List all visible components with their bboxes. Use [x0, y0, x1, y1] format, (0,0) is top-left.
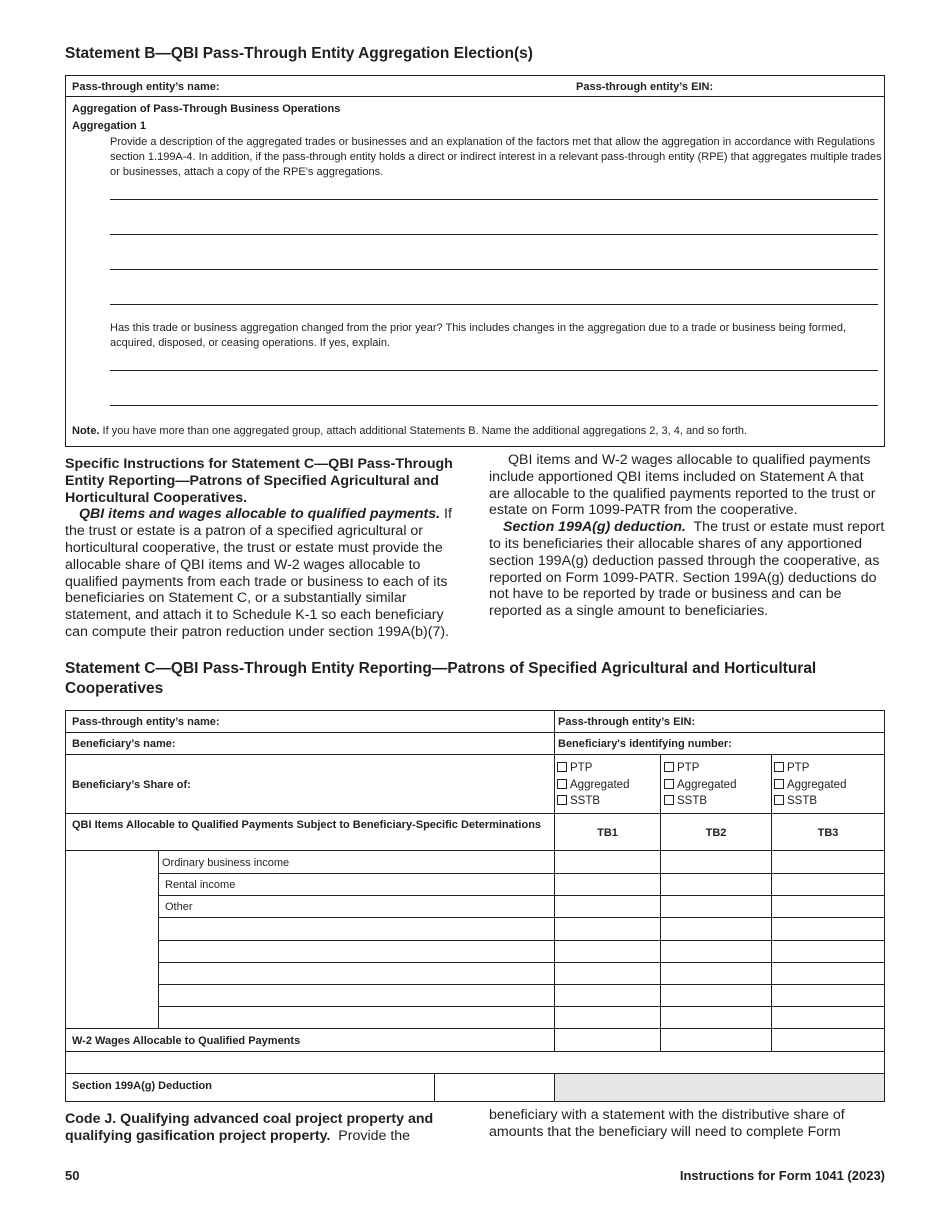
statement-b-title: Statement B—QBI Pass-Through Entity Aggregation Election(s) — [65, 45, 533, 62]
tb3-checkbox-group — [774, 760, 846, 810]
c-entity-name-field[interactable] — [72, 714, 548, 730]
row-divider — [65, 813, 885, 814]
code-j-left — [65, 1111, 465, 1145]
footer-doc-title: Instructions for Form 1041 (2023) — [679, 1168, 885, 1183]
divider — [65, 96, 885, 97]
entity-ein-label: Pass-through entity’s EIN: — [576, 81, 714, 93]
column-divider — [158, 850, 159, 1028]
para3-lead: Section 199A(g) deduction. — [503, 519, 686, 536]
aggregation-change-question: Has this trade or business aggregation changed from the prior year? This includes changes in the aggregation due to a trade or business being formed, acquired, disposed, or ceasing operations. If yes, explain. — [110, 322, 847, 350]
aggregation-section-heading: Aggregation of Pass-Through Business Operations — [72, 103, 341, 115]
tb3-aggregated-checkbox[interactable]: Aggregated — [774, 777, 846, 794]
description-input-line-3[interactable] — [110, 269, 878, 270]
row-divider — [158, 895, 885, 896]
statement-b-form — [65, 75, 885, 447]
column-divider — [660, 754, 661, 1051]
description-input-line-1[interactable] — [110, 199, 878, 200]
item-rental-income: Rental income — [165, 879, 236, 891]
entity-name-label: Pass-through entity’s name: — [72, 81, 220, 93]
beneficiary-share-label: Beneficiary’s Share of: — [72, 779, 191, 791]
statement-c-title-line1: Statement C—QBI Pass-Through Entity Reporting—Patrons of Specified Agricultural and Horticultural — [65, 660, 817, 677]
column-header-tb3: TB3 — [817, 827, 839, 839]
checkbox-icon[interactable] — [557, 762, 567, 772]
column-divider — [554, 710, 555, 1051]
instructions-c-para3 — [489, 519, 887, 620]
statement-c-title-line2: Cooperatives — [65, 680, 164, 697]
tb2-ptp-checkbox[interactable]: PTP — [664, 760, 736, 777]
checkbox-icon[interactable] — [664, 795, 674, 805]
row-divider — [158, 984, 885, 985]
row-divider — [65, 850, 885, 851]
column-divider — [434, 1073, 435, 1102]
c-beneficiary-id-label: Beneficiary's identifying number: — [558, 738, 732, 750]
tb1-ptp-checkbox[interactable]: PTP — [557, 760, 629, 777]
row-divider — [65, 732, 885, 733]
row-divider — [158, 917, 885, 918]
statement-b-note — [72, 424, 882, 439]
checkbox-icon[interactable] — [557, 779, 567, 789]
description-input-line-4[interactable] — [110, 304, 878, 305]
tb1-sstb-checkbox[interactable]: SSTB — [557, 793, 629, 810]
row-divider — [158, 940, 885, 941]
checkbox-icon[interactable] — [774, 795, 784, 805]
checkbox-icon[interactable] — [664, 779, 674, 789]
item-other: Other — [165, 901, 193, 913]
para2-text: QBI items and W-2 wages allocable to qualified payments include apportioned QBI items included on Statement A that are allocable to the qualified payments reported to the trust or estate on Form 1099-PATR from the cooperative. — [489, 452, 876, 519]
instructions-right-column — [489, 452, 887, 620]
page-number: 50 — [65, 1168, 80, 1183]
column-divider — [771, 754, 772, 1051]
checkbox-icon[interactable] — [664, 762, 674, 772]
tb3-sstb-checkbox[interactable]: SSTB — [774, 793, 846, 810]
change-explanation-line-1[interactable] — [110, 370, 878, 371]
row-divider — [65, 1028, 885, 1029]
c-entity-name-label: Pass-through entity’s name: — [72, 716, 220, 728]
w2-wages-label: W-2 Wages Allocable to Qualified Payments — [72, 1035, 301, 1047]
description-input-line-2[interactable] — [110, 234, 878, 235]
column-header-tb2: TB2 — [705, 827, 727, 839]
checkbox-icon[interactable] — [774, 779, 784, 789]
para1-lead: QBI items and wages allocable to qualified payments. — [79, 506, 441, 523]
change-explanation-line-2[interactable] — [110, 405, 878, 406]
instructions-c-para2 — [489, 452, 887, 519]
note-label: Note. — [72, 425, 100, 437]
note-text: If you have more than one aggregated group, attach additional Statements B. Name the additional aggregations 2, 3, 4, and so forth. — [99, 425, 748, 437]
row-divider — [158, 1006, 885, 1007]
row-divider — [158, 962, 885, 963]
code-j-right: beneficiary with a statement with the distributive share of amounts that the beneficiary will need to complete Form — [489, 1107, 845, 1140]
checkbox-icon[interactable] — [774, 762, 784, 772]
para3-text: The trust or estate must report to its beneficiaries their allocable shares of any apportioned section 199A(g) deduction passed through the cooperative, as reported on Form 1099-PATR. Section 199A(g) deductions do not have to be reported by trade or business and can be reported as a single amount to beneficiaries. — [489, 519, 889, 620]
instructions-c-heading: Specific Instructions for Statement C—QBI Pass-Through Entity Reporting—Patrons of Specified Agricultural and Horticultural Cooperatives. — [65, 456, 453, 506]
shaded-cell — [555, 1074, 884, 1101]
tb1-checkbox-group — [557, 760, 629, 810]
row-divider — [158, 873, 885, 874]
para1-text: If the trust or estate is a patron of a specified agricultural or horticultural cooperative, the trust or estate must provide the allocable share of QBI items and W-2 wages allocable to qualified payments from each trade or business to each of its beneficiaries on Statement C, or a substantially similar statement, and attach it to Schedule K-1 so each beneficiary can compute their patron reduction under section 199A(b)(7). — [65, 506, 452, 640]
row-divider — [65, 1051, 885, 1052]
code-j-lead: Code J. Qualifying advanced coal project property and qualifying gasification project property. — [65, 1111, 434, 1144]
row-divider — [65, 754, 885, 755]
tb2-aggregated-checkbox[interactable]: Aggregated — [664, 777, 736, 794]
column-header-tb1: TB1 — [597, 827, 618, 839]
tb2-sstb-checkbox[interactable]: SSTB — [664, 793, 736, 810]
statement-c-title — [65, 659, 885, 699]
c-beneficiary-name-label: Beneficiary’s name: — [72, 738, 176, 750]
section-199ag-deduction-label: Section 199A(g) Deduction — [72, 1080, 212, 1092]
code-j-text-left: Provide the — [330, 1127, 411, 1144]
item-ordinary-business-income: Ordinary business income — [162, 857, 290, 869]
c-entity-ein-label: Pass-through entity’s EIN: — [558, 716, 696, 728]
qbi-items-header: QBI Items Allocable to Qualified Payments Subject to Beneficiary-Specific Determinations — [72, 819, 542, 831]
tb1-aggregated-checkbox[interactable]: Aggregated — [557, 777, 629, 794]
instructions-c-para1 — [65, 506, 463, 640]
aggregation-description-instruction: Provide a description of the aggregated trades or businesses and an explanation of the factors met that allow the aggregation in accordance with Regulations section 1.199A-4. In addition, if the pass-through entity holds a direct or indirect interest in a relevant pass-through entity (RPE) that aggregates multiple trades or businesses, attach a copy of the RPE’s aggregations. — [110, 136, 882, 179]
instructions-left-column — [65, 456, 463, 641]
tb3-ptp-checkbox[interactable]: PTP — [774, 760, 846, 777]
checkbox-icon[interactable] — [557, 795, 567, 805]
aggregation-1-label: Aggregation 1 — [72, 120, 146, 132]
tb2-checkbox-group — [664, 760, 736, 810]
